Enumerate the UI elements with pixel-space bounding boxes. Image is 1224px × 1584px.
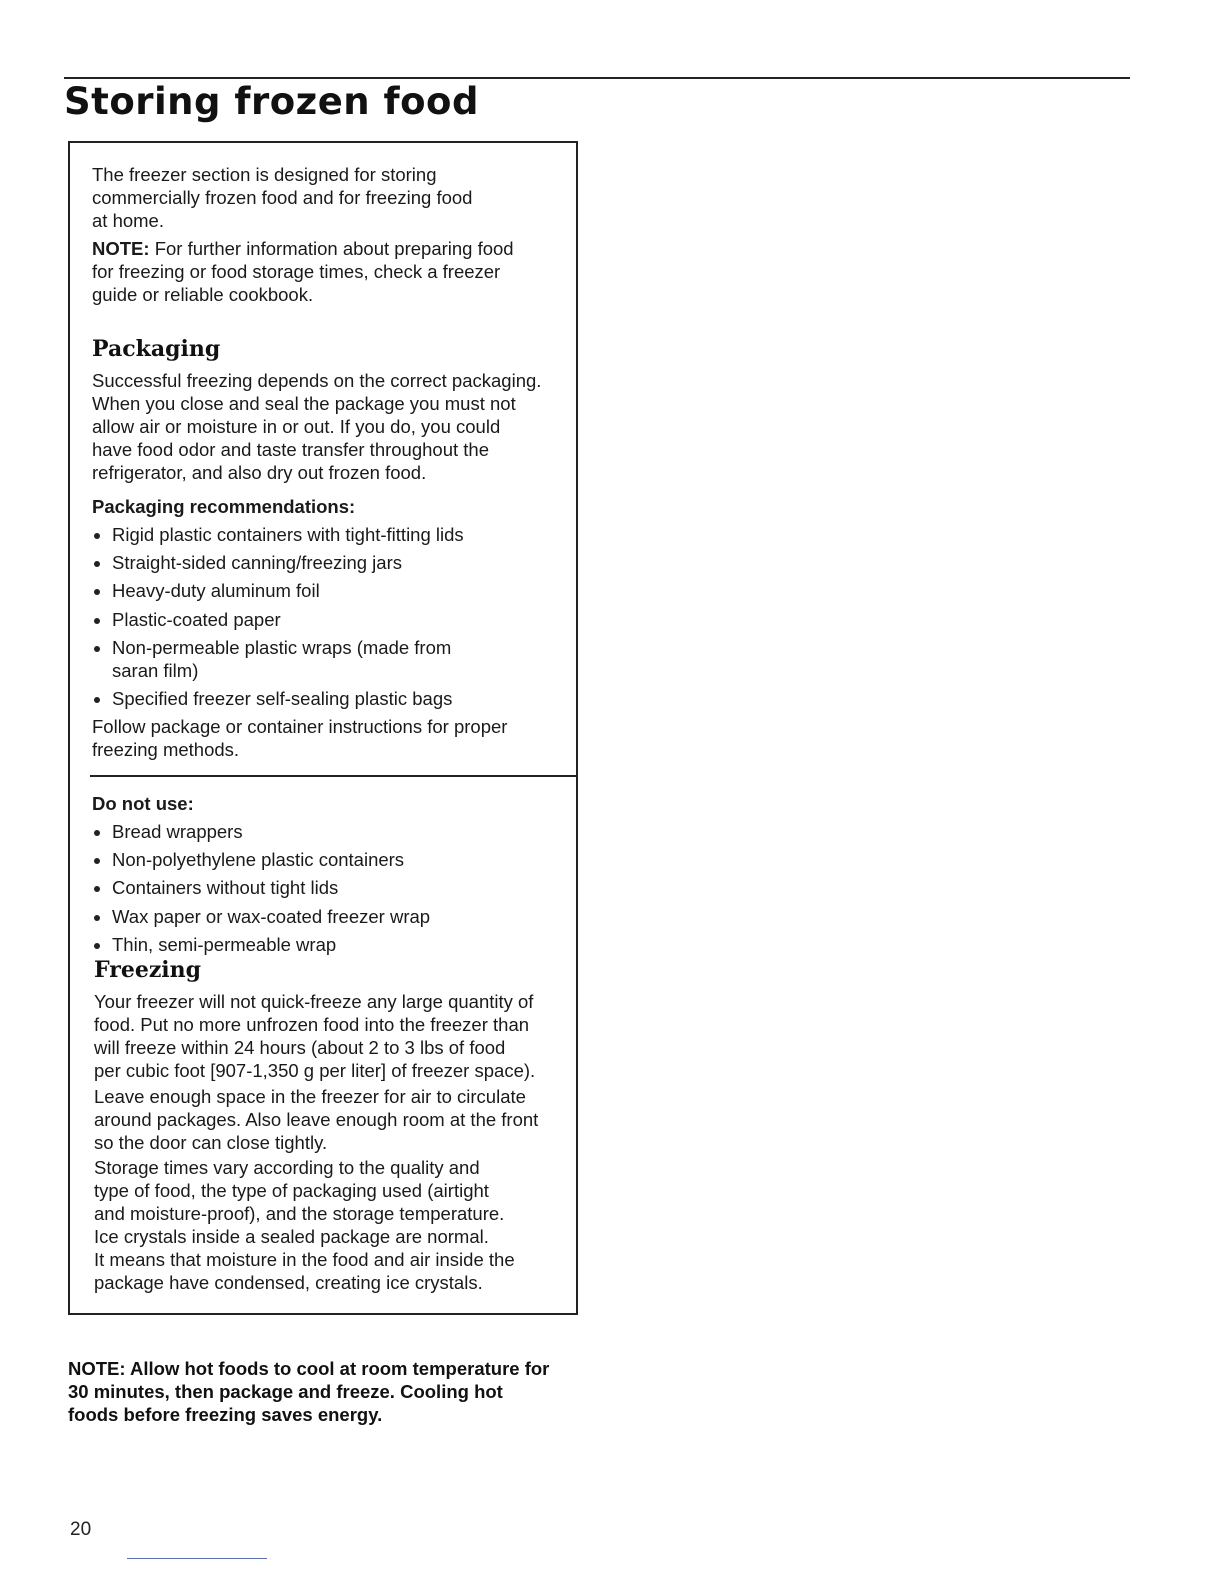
list-item: Non-polyethylene plastic containers (92, 848, 404, 871)
bullet-dot (94, 533, 100, 539)
note-label: NOTE: (92, 238, 150, 259)
bullet-dot (94, 830, 100, 836)
bullet-dot (94, 618, 100, 624)
list-item: Bread wrappers (92, 820, 243, 843)
page-number: 20 (70, 1519, 92, 1540)
bullet-dot (94, 589, 100, 595)
bullet-dot (94, 561, 100, 567)
list-item: Straight-sided canning/freezing jars (92, 551, 402, 574)
list-item: Heavy-duty aluminum foil (92, 579, 320, 602)
note-line: For further information about preparing food (149, 238, 514, 259)
list-item: Wax paper or wax-coated freezer wrap (92, 905, 430, 928)
list-item: Thin, semi-permeable wrap (92, 933, 336, 956)
list-item: Specified freezer self-sealing plastic bags (92, 687, 452, 710)
bullet-dot (94, 886, 100, 892)
intro-paragraph (92, 163, 572, 232)
freezing-heading: Freezing (94, 957, 202, 983)
intro-line: The freezer section is designed for storing (92, 164, 437, 185)
packaging-heading: Packaging (92, 336, 221, 362)
bullet-dot (94, 915, 100, 921)
page-title: Storing frozen food (64, 80, 479, 123)
packaging-line: have food odor and taste transfer throughout the (92, 439, 490, 460)
intro-line: at home. (92, 210, 164, 231)
freezing-paragraph-2: Leave enough space in the freezer for air to circulate around packages. Also leave enough room at the front so the door can close tightly. (94, 1086, 539, 1153)
packaging-line: Successful freezing depends on the correct packaging. (92, 370, 542, 391)
bullet-dot (94, 697, 100, 703)
bullet-dot (94, 858, 100, 864)
intro-note (92, 237, 572, 306)
note-line: guide or reliable cookbook. (92, 284, 314, 305)
bullet-dot (94, 646, 100, 652)
recommendations-label: Packaging recommendations: (92, 496, 356, 517)
freezing-paragraph-3: Storage times vary according to the quality and type of food, the type of packaging used (airtight and moisture-proof), and the storage temperature. Ice crystals inside a sealed package are normal. It means that moisture in the food and air inside the package have condensed, creating ice crystals. (94, 1157, 515, 1293)
list-item: Containers without tight lids (92, 876, 338, 899)
bottom-rule (127, 1558, 267, 1559)
note-line: for freezing or food storage times, check a freezer (92, 261, 501, 282)
list-item: Plastic-coated paper (92, 608, 281, 631)
bottom-note: NOTE: Allow hot foods to cool at room temperature for 30 minutes, then package and freeze. Cooling hot foods before freezing saves energy. (68, 1358, 550, 1425)
packaging-line: When you close and seal the package you must not (92, 393, 516, 414)
packaging-follow: Follow package or container instructions for proper freezing methods. (92, 716, 508, 760)
packaging-body (92, 369, 576, 484)
list-item: Non-permeable plastic wraps (made from saran film) (92, 636, 451, 682)
section-divider (90, 775, 578, 777)
freezing-paragraph-1: Your freezer will not quick-freeze any large quantity of food. Put no more unfrozen food into the freezer than will freeze within 24 hours (about 2 to 3 lbs of food per cubic foot [907-1,350 g per liter] of freezer space). (94, 991, 536, 1081)
packaging-line: refrigerator, and also dry out frozen food. (92, 462, 427, 483)
bottom-note-label: NOTE: (68, 1358, 126, 1379)
bullet-dot (94, 943, 100, 949)
do-not-use-label: Do not use: (92, 793, 194, 814)
packaging-line: allow air or moisture in or out. If you do, you could (92, 416, 501, 437)
list-item: Rigid plastic containers with tight-fitting lids (92, 523, 464, 546)
top-rule (64, 77, 1130, 79)
intro-line: commercially frozen food and for freezing food (92, 187, 473, 208)
